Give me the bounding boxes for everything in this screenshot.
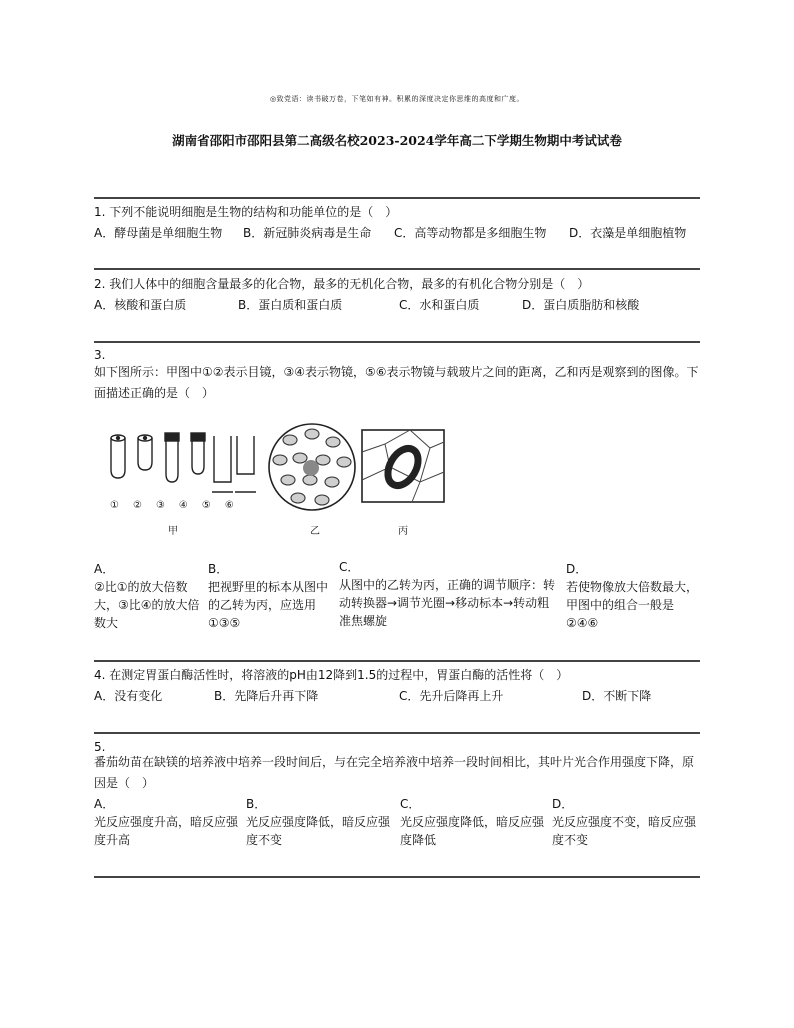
- field-view-bing: [362, 430, 444, 502]
- option-c[interactable]: [339, 558, 561, 630]
- question-5-stem: 番茄幼苗在缺镁的培养液中培养一段时间后，与在完全培养液中培养一段时间相比，其叶片光合作用强度下降，原因是（ ）: [94, 755, 695, 790]
- option-letter: A．: [94, 797, 115, 811]
- objective-3: [165, 433, 179, 482]
- option-c[interactable]: C．先升后降再上升: [399, 689, 504, 703]
- option-a[interactable]: A．酵母菌是单细胞生物: [94, 226, 223, 240]
- figure-number-4: ④: [178, 500, 202, 511]
- divider: [94, 197, 700, 199]
- option-letter: D．: [566, 562, 588, 576]
- option-d[interactable]: D．不断下降: [582, 689, 652, 703]
- option-letter: B．: [246, 797, 267, 811]
- eyepiece-1: [111, 435, 125, 478]
- option-text: 把视野里的标本从图中的乙转为丙，应选用①③⑤: [208, 580, 329, 630]
- question-5-number: 5.: [94, 740, 106, 754]
- divider: [94, 876, 700, 878]
- figure-label-bing: 丙: [398, 526, 408, 537]
- question-4-stem: 4. 在测定胃蛋白酶活性时，将溶液的pH由12降到1.5的过程中，胃蛋白酶的活性将（ ）: [94, 668, 569, 682]
- option-text: 从图中的乙转为丙，正确的调节顺序：转动转换器→调节光圈→移动标本→转动粗准焦螺旋: [339, 578, 556, 628]
- divider: [94, 732, 700, 734]
- option-b[interactable]: B．蛋白质和蛋白质: [238, 298, 343, 312]
- option-text: 光反应强度降低，暗反应强度不变: [246, 815, 391, 847]
- option-text: 光反应强度降低，暗反应强度降低: [400, 815, 545, 847]
- figure-number-2: ②: [132, 500, 156, 511]
- option-a[interactable]: [94, 560, 202, 632]
- eyepiece-2: [138, 435, 152, 470]
- option-c[interactable]: C．水和蛋白质: [399, 298, 480, 312]
- option-text: ②比①的放大倍数大，③比④的放大倍数大: [94, 580, 200, 630]
- option-b[interactable]: [246, 795, 400, 849]
- figure-number-5: ⑤: [201, 500, 225, 511]
- option-text: 若使物像放大倍数最大，甲图中的组合一般是②④⑥: [566, 580, 699, 630]
- divider: [94, 660, 700, 662]
- figure-numbers: [110, 500, 270, 511]
- option-b[interactable]: B．先降后升再下降: [214, 689, 319, 703]
- divider: [94, 341, 700, 343]
- option-text: 光反应强度不变，暗反应强度不变: [552, 815, 697, 847]
- question-5-options: [94, 795, 704, 855]
- option-letter: B．: [208, 562, 229, 576]
- figure-label-yi: 乙: [310, 526, 320, 537]
- option-letter: C．: [400, 797, 421, 811]
- option-letter: C．: [339, 560, 360, 574]
- option-d[interactable]: [552, 795, 704, 849]
- field-view-yi: [269, 424, 355, 510]
- microscope-figure: [100, 422, 450, 542]
- option-a[interactable]: A．没有变化: [94, 689, 163, 703]
- objective-4: [191, 433, 205, 474]
- exam-title: 湖南省邵阳市邵阳县第二高级名校2023-2024学年高二下学期生物期中考试试卷: [172, 133, 622, 148]
- option-c[interactable]: [400, 795, 552, 849]
- figure-number-6: ⑥: [224, 500, 248, 511]
- question-3-stem: 如下图所示：甲图中①②表示目镜，③④表示物镜，⑤⑥表示物镜与载玻片之间的距离，乙和丙是观察到的图像。下面描述正确的是（ ）: [94, 365, 699, 400]
- figure-label-jia: 甲: [168, 526, 178, 537]
- question-2-stem: 2. 我们人体中的细胞含量最多的化合物，最多的无机化合物，最多的有机化合物分别是（ ）: [94, 277, 590, 291]
- distance-5: [212, 436, 233, 492]
- figure-number-3: ③: [155, 500, 179, 511]
- divider: [94, 268, 700, 270]
- option-b[interactable]: [208, 560, 334, 632]
- question-3-options: [94, 560, 704, 640]
- option-d[interactable]: [566, 560, 698, 632]
- option-c[interactable]: C．高等动物都是多细胞生物: [394, 226, 547, 240]
- option-a[interactable]: A．核酸和蛋白质: [94, 298, 187, 312]
- option-a[interactable]: [94, 795, 246, 849]
- option-d[interactable]: D．衣藻是单细胞植物: [569, 226, 687, 240]
- option-d[interactable]: D．蛋白质脂肪和核酸: [522, 298, 640, 312]
- question-3-number: 3.: [94, 348, 106, 362]
- distance-6: [235, 436, 256, 492]
- option-b[interactable]: B．新冠肺炎病毒是生命: [243, 226, 372, 240]
- option-text: 光反应强度升高，暗反应强度升高: [94, 815, 239, 847]
- option-letter: D．: [552, 797, 574, 811]
- question-1-stem: 1. 下列不能说明细胞是生物的结构和功能单位的是（ ）: [94, 205, 398, 219]
- header-motto: ◎致党语：读书破万卷，下笔如有神。积累的深度决定你思维的高度和广度。: [269, 95, 525, 103]
- figure-number-1: ①: [110, 500, 133, 511]
- option-letter: A．: [94, 562, 115, 576]
